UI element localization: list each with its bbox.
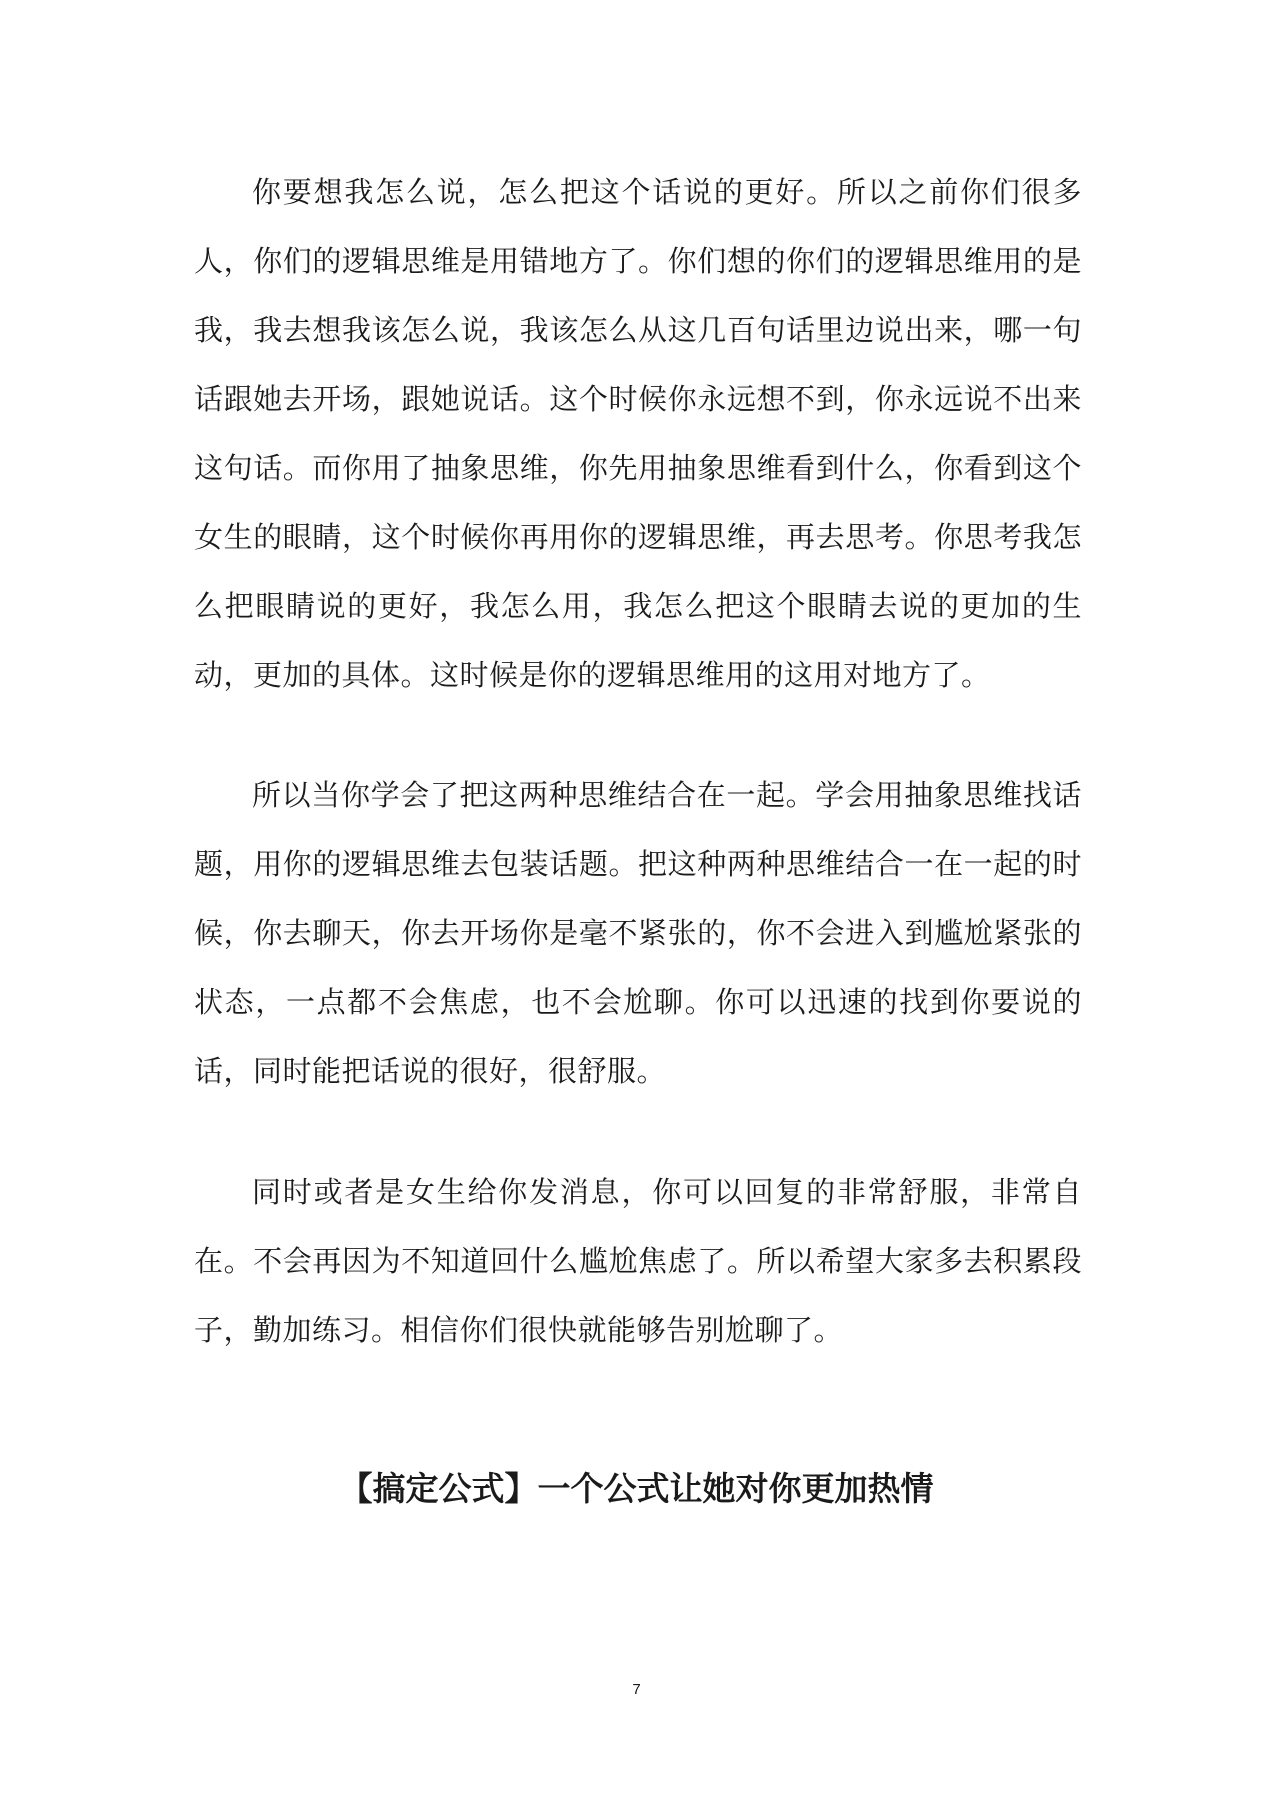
body-paragraph-2: 所以当你学会了把这两种思维结合在一起。学会用抽象思维找话题，用你的逻辑思维去包装话题。把这种两种思维结合一在一起的时候，你去聊天，你去开场你是毫不紧张的，你不会进入到尴尬紧张的状态，一点都不会焦虑，也不会尬聊。你可以迅速的找到你要说的话，同时能把话说的很好，很舒服。	[194, 778, 1082, 1088]
body-paragraph-1: 你要想我怎么说，怎么把这个话说的更好。所以之前你们很多人，你们的逻辑思维是用错地方了。你们想的你们的逻辑思维用的是我，我去想我该怎么说，我该怎么从这几百句话里边说出来，哪一句话跟她去开场，跟她说话。这个时候你永远想不到，你永远说不出来这句话。而你用了抽象思维，你先用抽象思维看到什么，你看到这个女生的眼睛，这个时候你再用你的逻辑思维，再去思考。你思考我怎么把眼睛说的更好，我怎么用，我怎么把这个眼睛去说的更加的生动，更加的具体。这时候是你的逻辑思维用的这用对地方了。	[194, 175, 1082, 692]
body-paragraph-3: 同时或者是女生给你发消息，你可以回复的非常舒服，非常自在。不会再因为不知道回什么尴尬焦虑了。所以希望大家多去积累段子，勤加练习。相信你们很快就能够告别尬聊了。	[194, 1175, 1082, 1347]
section-heading: 【搞定公式】一个公式让她对你更加热情	[339, 1469, 934, 1508]
page-number: 7	[632, 1681, 641, 1698]
